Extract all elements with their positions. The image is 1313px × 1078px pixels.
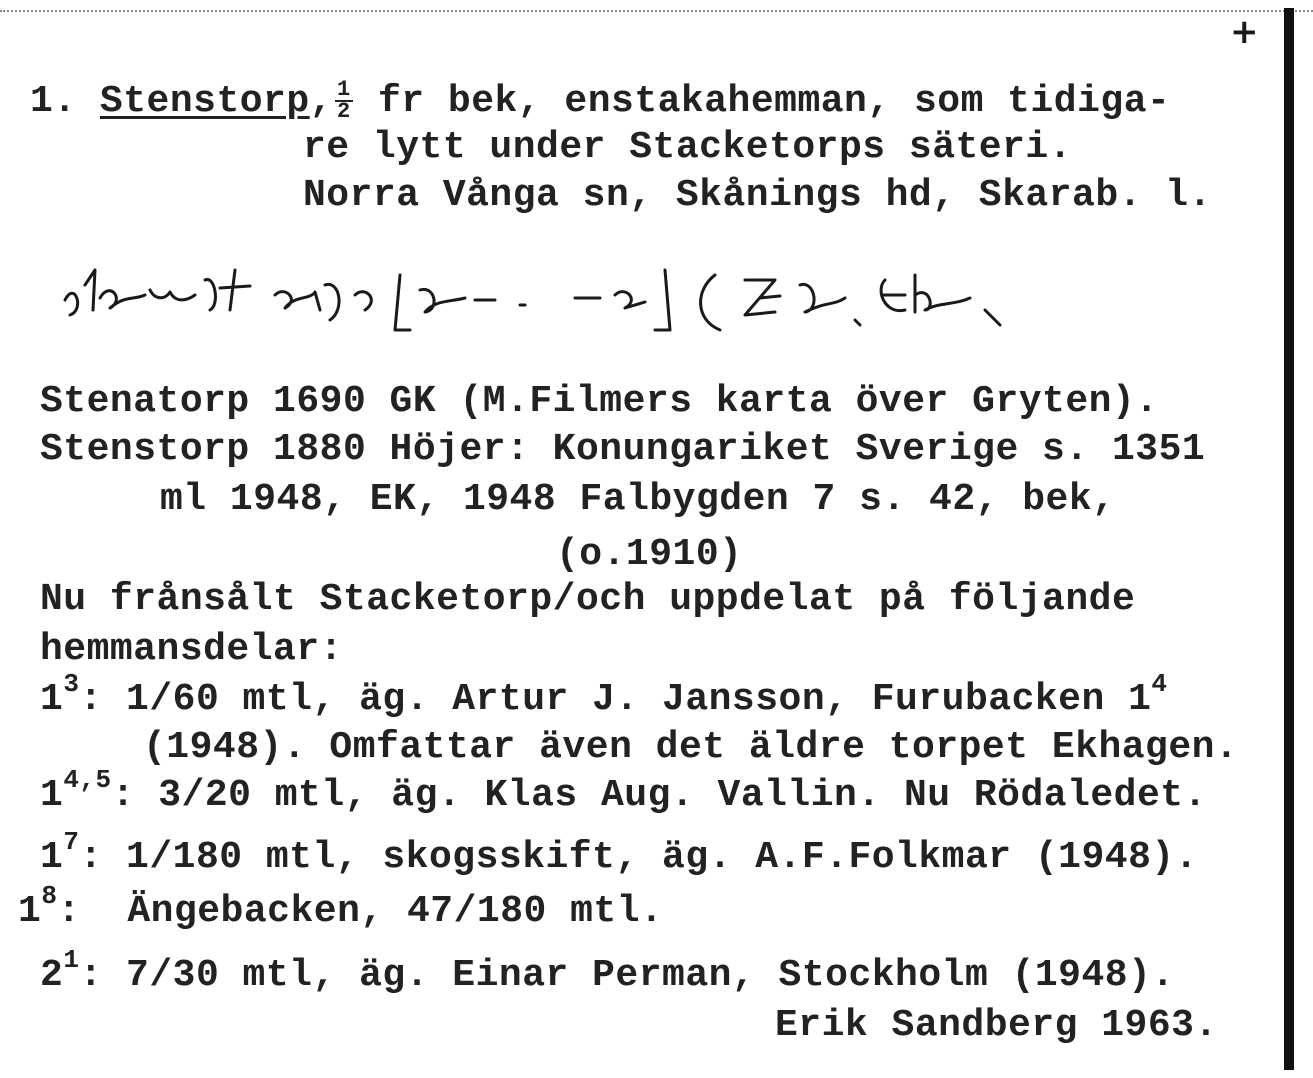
record-line-5: Nu frånsålt Stacketorp/och uppdelat på följande — [40, 578, 1136, 621]
record-line-1: Stenatorp 1690 GK (M.Filmers karta över Gryten). — [40, 380, 1159, 423]
fraction-half: $\frac{1}{2}$ — [336, 77, 351, 124]
header-line-2: re lytt under Stacketorps säteri. — [303, 126, 1073, 169]
parcel-1-3-continuation: (1948). Omfattar även det äldre torpet Ekhagen. — [143, 726, 1239, 769]
header-line-3: Norra Vånga sn, Skånings hd, Skarab. l. — [303, 174, 1212, 217]
top-edge-dots — [0, 10, 1313, 14]
place-name: Stenstorp — [99, 80, 310, 124]
card-right-edge — [1284, 8, 1294, 1070]
parcel-1-8: $1^8$: Ängebacken, 47/180 mtl. — [18, 881, 664, 933]
signature: Erik Sandberg 1963. — [775, 1004, 1218, 1047]
parcel-1-4-5: 1$^{4,5}$: 3/20 mtl, äg. Klas Aug. Vallin. Nu Rödaledet. — [40, 765, 1207, 817]
record-line-6: hemmansdelar: — [40, 628, 343, 671]
record-line-4: (o.1910) — [556, 533, 743, 576]
parcel-1-3: $1^3$: 1/60 mtl, äg. Artur J. Jansson, Furubacken $1^4$ — [40, 669, 1168, 721]
record-line-3: ml 1948, EK, 1948 Falbygden 7 s. 42, bek, — [160, 478, 1116, 521]
parcel-2-1: $2^1$: 7/30 mtl, äg. Einar Perman, Stockholm (1948). — [40, 945, 1175, 997]
record-line-2: Stenstorp 1880 Höjer: Konungariket Sverige s. 1351 — [40, 428, 1206, 471]
entry-number: 1. — [30, 80, 77, 124]
header-line-1: 1. Stenstorp, $\frac{1}{2}$ fr bek, enstakahemman, som tidiga- — [30, 77, 1171, 124]
corner-plus-mark: + — [1230, 12, 1259, 52]
header-line-1-rest: fr bek, enstakahemman, som tidiga- — [354, 80, 1171, 124]
parcel-1-7: $1^7$: 1/180 mtl, skogsskift, äg. A.F.Folkmar (1948). — [40, 827, 1198, 879]
handwritten-note — [55, 240, 1015, 350]
